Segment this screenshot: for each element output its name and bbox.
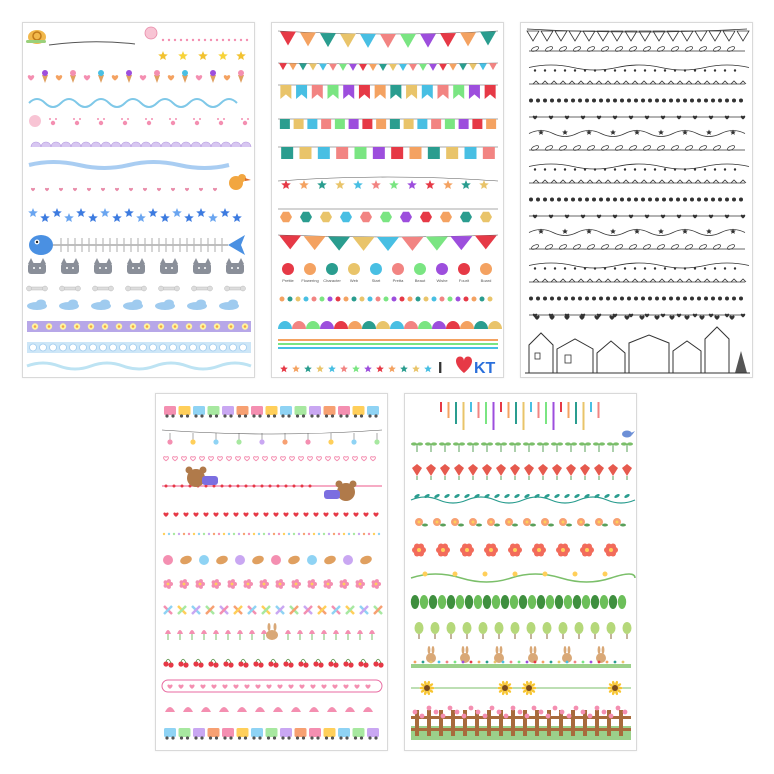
sheet-colorful-bunting-art xyxy=(272,23,504,378)
sheet-garden-flowers-art xyxy=(405,394,637,751)
rainbow-heart-icon xyxy=(456,357,472,374)
sticker-label: Prettie xyxy=(282,278,294,283)
snail-icon xyxy=(26,30,46,44)
sheet-monochrome-doodles-art xyxy=(521,23,753,378)
i-love-kt-logo xyxy=(438,357,496,378)
flower-fence-illustration xyxy=(411,706,631,740)
bear-icon-2 xyxy=(324,481,357,502)
village-houses-illustration xyxy=(525,327,750,373)
sticker-sheet-pastel-sweets xyxy=(155,393,388,751)
sheet-pastel-sweets-art xyxy=(156,394,388,751)
sticker-label: Pretta xyxy=(392,278,404,283)
sticker-label: Board xyxy=(480,278,492,283)
bird-icon xyxy=(622,431,635,438)
sticker-sheet-cute-animals xyxy=(22,22,255,378)
duck-icon xyxy=(229,174,251,190)
sticker-label: Beaut xyxy=(414,278,426,283)
brand-i: I xyxy=(438,360,443,377)
sticker-label: Wishe xyxy=(436,278,448,283)
pig-icon xyxy=(145,27,157,39)
fish-bone-icon xyxy=(29,235,245,255)
brand-kt: KT xyxy=(474,360,496,377)
sticker-label: Character xyxy=(323,278,341,283)
sheet-cute-animals-art xyxy=(23,23,255,378)
sticker-sheet-monochrome-doodles xyxy=(520,22,753,378)
sticker-sheet-garden-flowers xyxy=(404,393,637,751)
sticker-label: Fourit xyxy=(458,278,470,283)
bunny-icon xyxy=(266,623,278,640)
sticker-label: Start xyxy=(371,278,381,283)
bear-icon xyxy=(186,467,219,488)
sticker-sheet-colorful-bunting xyxy=(271,22,504,378)
sticker-label: Flowering xyxy=(301,278,319,283)
sticker-label: Web xyxy=(349,278,359,283)
